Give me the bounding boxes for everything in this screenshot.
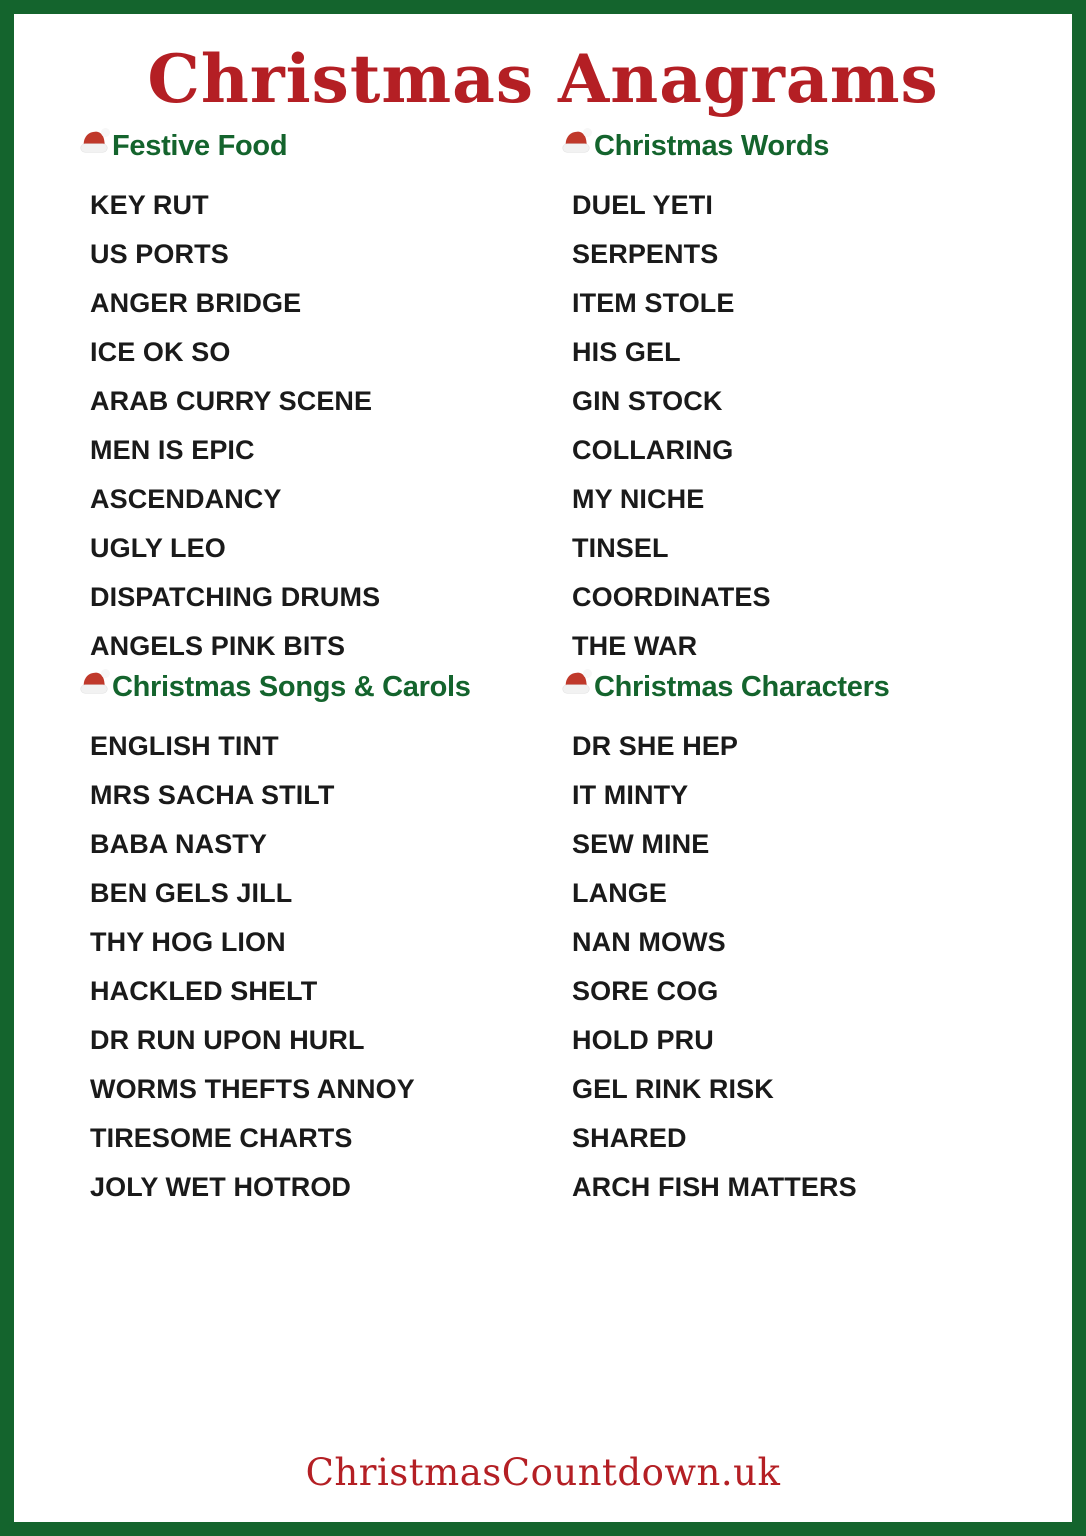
category-christmas-characters — [548, 671, 1020, 1212]
list-item: HIS GEL — [572, 337, 681, 367]
category-header — [80, 130, 538, 163]
santa-hat-icon — [80, 128, 110, 154]
category-title: Christmas Songs & Carols — [112, 671, 471, 703]
list-item: LANGE — [572, 878, 667, 908]
santa-hat-icon — [562, 669, 592, 695]
list-item: IT MINTY — [572, 780, 689, 810]
clue-list — [80, 181, 538, 671]
list-item: KEY RUT — [90, 190, 209, 220]
list-item: GEL RINK RISK — [572, 1074, 774, 1104]
list-item: COLLARING — [572, 435, 734, 465]
category-header — [562, 671, 1020, 704]
list-item: ARAB CURRY SCENE — [90, 386, 373, 416]
list-item: MY NICHE — [572, 484, 705, 514]
page-title: Christmas Anagrams — [147, 40, 939, 118]
list-item: ICE OK SO — [90, 337, 231, 367]
list-item: NAN MOWS — [572, 927, 726, 957]
list-item: MRS SACHA STILT — [90, 780, 335, 810]
list-item: SORE COG — [572, 976, 719, 1006]
list-item: DISPATCHING DRUMS — [90, 582, 381, 612]
list-item: MEN IS EPIC — [90, 435, 255, 465]
category-grid — [66, 130, 1020, 1212]
list-item: TINSEL — [572, 533, 669, 563]
list-item: COORDINATES — [572, 582, 771, 612]
list-item: DR SHE HEP — [572, 731, 739, 761]
clue-list — [562, 181, 1020, 671]
category-festive-food — [66, 130, 538, 671]
list-item: US PORTS — [90, 239, 229, 269]
list-item: HACKLED SHELT — [90, 976, 318, 1006]
list-item: SERPENTS — [572, 239, 719, 269]
list-item: ITEM STOLE — [572, 288, 735, 318]
santa-hat-icon — [80, 669, 110, 695]
list-item: DUEL YETI — [572, 190, 713, 220]
footer-website: ChristmasCountdown.uk — [305, 1451, 781, 1494]
category-title: Festive Food — [112, 130, 288, 162]
santa-hat-icon — [562, 128, 592, 154]
list-item: JOLY WET HOTROD — [90, 1172, 352, 1202]
list-item: BEN GELS JILL — [90, 878, 293, 908]
list-item: HOLD PRU — [572, 1025, 714, 1055]
category-title: Christmas Characters — [594, 671, 890, 703]
category-christmas-words — [548, 130, 1020, 671]
worksheet-inner — [14, 14, 1072, 1522]
list-item: WORMS THEFTS ANNOY — [90, 1074, 415, 1104]
list-item: TIRESOME CHARTS — [90, 1123, 353, 1153]
list-item: BABA NASTY — [90, 829, 268, 859]
list-item: ASCENDANCY — [90, 484, 282, 514]
list-item: ANGER BRIDGE — [90, 288, 302, 318]
category-header — [80, 671, 538, 704]
list-item: ARCH FISH MATTERS — [572, 1172, 857, 1202]
clue-list — [562, 722, 1020, 1212]
list-item: ENGLISH TINT — [90, 731, 279, 761]
list-item: UGLY LEO — [90, 533, 226, 563]
list-item: SEW MINE — [572, 829, 710, 859]
list-item: THY HOG LION — [90, 927, 286, 957]
clue-list — [80, 722, 538, 1212]
list-item: DR RUN UPON HURL — [90, 1025, 365, 1055]
list-item: ANGELS PINK BITS — [90, 631, 346, 661]
list-item: GIN STOCK — [572, 386, 723, 416]
list-item: SHARED — [572, 1123, 687, 1153]
category-christmas-songs-carols — [66, 671, 538, 1212]
category-title: Christmas Words — [594, 130, 830, 162]
category-header — [562, 130, 1020, 163]
list-item: THE WAR — [572, 631, 698, 661]
